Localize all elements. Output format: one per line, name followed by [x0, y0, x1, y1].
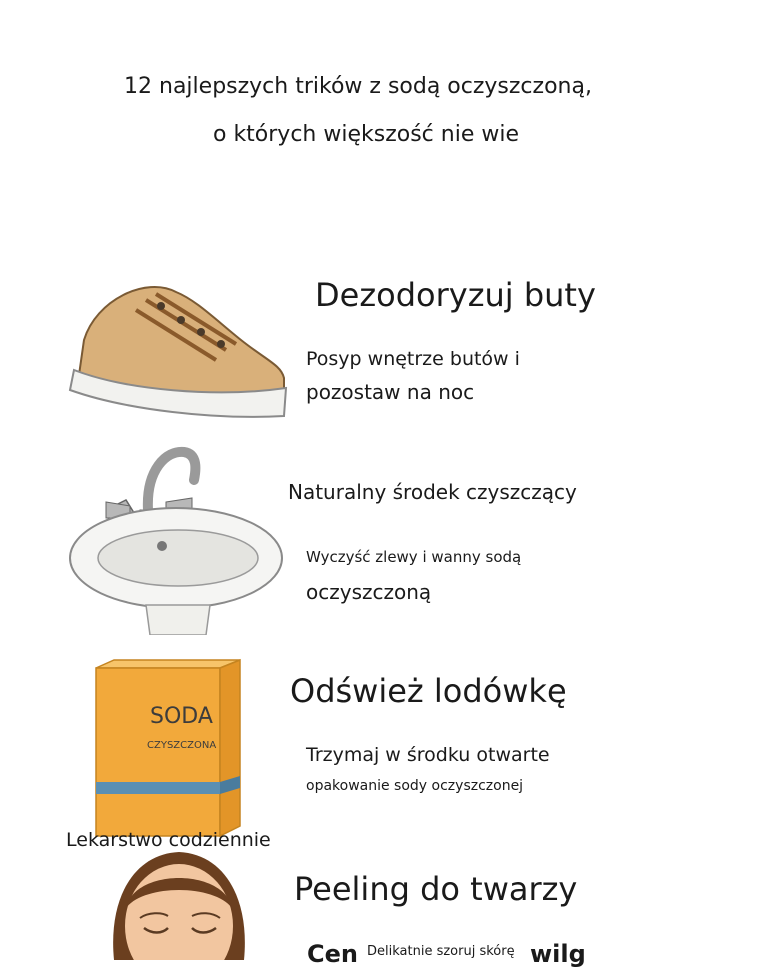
tip-3-text-2: opakowanie sody oczyszczonej — [306, 778, 524, 794]
tip-1-heading: Dezodoryzuj buty — [315, 276, 596, 314]
tip-2-text-2: oczyszczoną — [306, 580, 432, 604]
tip-3-text-1: Trzymaj w środku otwarte — [306, 744, 550, 766]
shoe-icon — [66, 270, 292, 426]
title-line-1: 12 najlepszych trików z sodą oczyszczoną, — [124, 74, 592, 99]
tip-4-text-3: wilg — [530, 940, 586, 968]
tip-4-text-2: Cen — [307, 940, 358, 968]
tip-3-heading: Odśwież lodówkę — [290, 672, 567, 710]
tip-4-heading: Peeling do twarzy — [294, 870, 578, 908]
box-label: SODA — [150, 704, 213, 729]
tip-4-text-1: Delikatnie szoruj skórę — [367, 944, 515, 959]
face-icon — [104, 848, 254, 960]
title-line-2: o których większość nie wie — [212, 122, 519, 147]
box-sublabel: CZYSZCZONA — [147, 740, 217, 751]
tip-2-text-1: Wyczyść zlewy i wanny sodą — [306, 548, 522, 566]
tip-1-text-2: pozostaw na noc — [306, 380, 475, 404]
overlay-label: Lekarstwo codziennie — [66, 829, 271, 851]
sink-icon — [66, 440, 286, 635]
tip-1-text-1: Posyp wnętrze butów i — [306, 348, 520, 370]
tip-2-heading: Naturalny środek czyszczący — [288, 480, 577, 504]
